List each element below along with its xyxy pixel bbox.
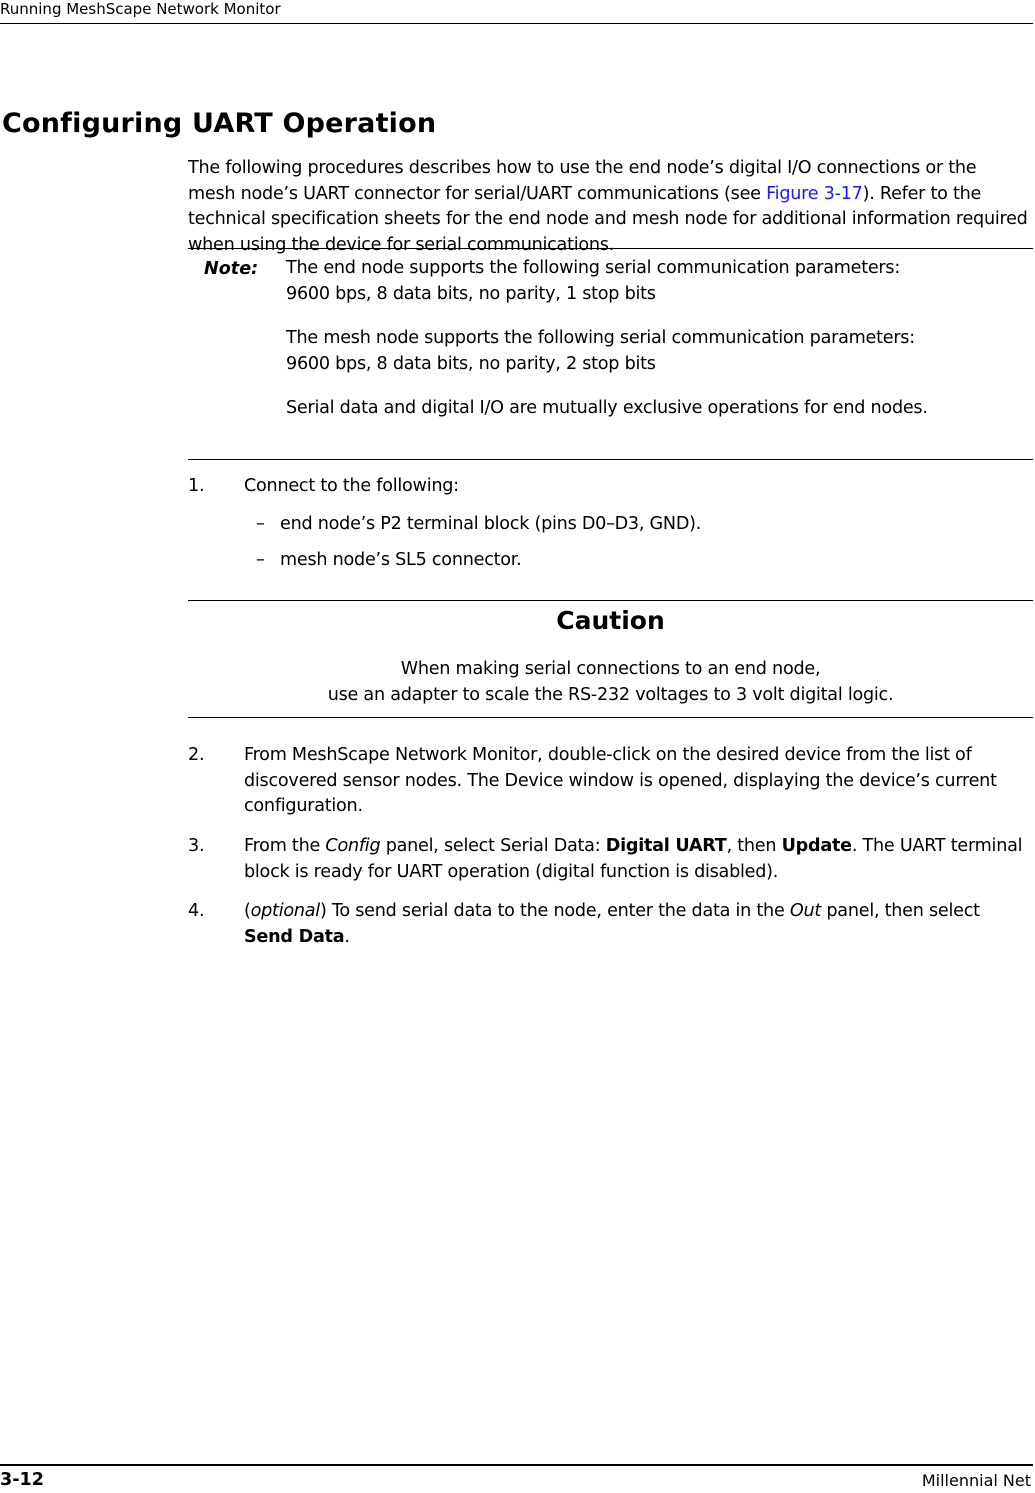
step-4-text-part: panel, then select xyxy=(821,901,980,921)
note-paragraph-exclusive: Serial data and digital I/O are mutually exclusive operations for end nodes. xyxy=(286,398,928,418)
bullet-text: end node’s P2 terminal block (pins D0–D3, GND). xyxy=(280,514,702,534)
caution-title: Caution xyxy=(556,606,665,635)
caution-line-1: When making serial connections to an end node, xyxy=(400,659,821,679)
step-2-number: 2. xyxy=(188,745,205,765)
out-panel-name: Out xyxy=(789,901,822,921)
send-data-command: Send Data xyxy=(244,926,345,947)
note-paragraph-end-node: The end node supports the following serial communication parameters: 9600 bps, 8 data bits, no parity, 1 stop bits xyxy=(286,258,901,304)
note-body xyxy=(286,256,1026,441)
header-rule xyxy=(0,23,1033,24)
bullet-text: mesh node’s SL5 connector. xyxy=(280,550,522,570)
update-command: Update xyxy=(781,836,852,856)
running-header: Running MeshScape Network Monitor xyxy=(0,0,281,18)
footer-company: Millennial Net xyxy=(921,1471,1031,1490)
note-box xyxy=(188,248,1033,460)
note-label: Note: xyxy=(204,259,259,279)
caution-body xyxy=(188,657,1033,708)
footer-rule xyxy=(0,1464,1033,1466)
note-paragraph-mesh-node: The mesh node supports the following serial communication parameters: 9600 bps, 8 data bits, no parity, 2 stop bits xyxy=(286,328,915,374)
section-title: Configuring UART Operation xyxy=(2,108,437,139)
intro-text-1: The following procedures describes how to use the end node’s digital I/O connections or the mesh node’s UART connector for serial/UART communications (see xyxy=(188,158,977,204)
step-4-text-part: . xyxy=(344,926,350,947)
intro-text-2: ). Refer to the technical specification sheets for the end node and mesh node for additional information required when using the device for serial communications. xyxy=(188,183,1028,255)
step-2-text: From MeshScape Network Monitor, double-click on the desired device from the list of discovered sensor nodes. The Device window is opened, displaying the device’s current configuration. xyxy=(244,745,997,816)
caution-line-2: use an adapter to scale the RS-232 voltages to 3 volt digital logic. xyxy=(327,684,894,705)
step-4-text-part: ( xyxy=(244,901,251,921)
step-3-text-part: panel, select Serial Data: xyxy=(380,836,606,856)
step-4-text-part: ) To send serial data to the node, enter the data in the xyxy=(319,901,790,921)
page-number: 3-12 xyxy=(0,1470,45,1490)
config-panel-name: Config xyxy=(325,836,381,856)
step-3-text-part: From the xyxy=(244,836,326,856)
step-3-text-part: . The UART terminal block is ready for UART operation (digital function is disabled). xyxy=(244,836,1023,882)
step-1-number: 1. xyxy=(188,476,205,496)
step-4-number: 4. xyxy=(188,901,205,921)
intro-paragraph xyxy=(188,156,1028,258)
digital-uart-option: Digital UART xyxy=(605,836,727,856)
figure-reference-link[interactable]: Figure 3-17 xyxy=(766,183,863,204)
caution-box xyxy=(188,600,1033,718)
dash-icon: – xyxy=(256,514,265,534)
optional-label: optional xyxy=(250,901,320,921)
step-1-text: Connect to the following: xyxy=(244,476,459,496)
step-3-text xyxy=(244,834,1029,885)
step-4-text xyxy=(244,899,1029,950)
dash-icon: – xyxy=(256,550,265,570)
step-3-number: 3. xyxy=(188,836,205,856)
step-3-text-part: , then xyxy=(726,836,782,856)
